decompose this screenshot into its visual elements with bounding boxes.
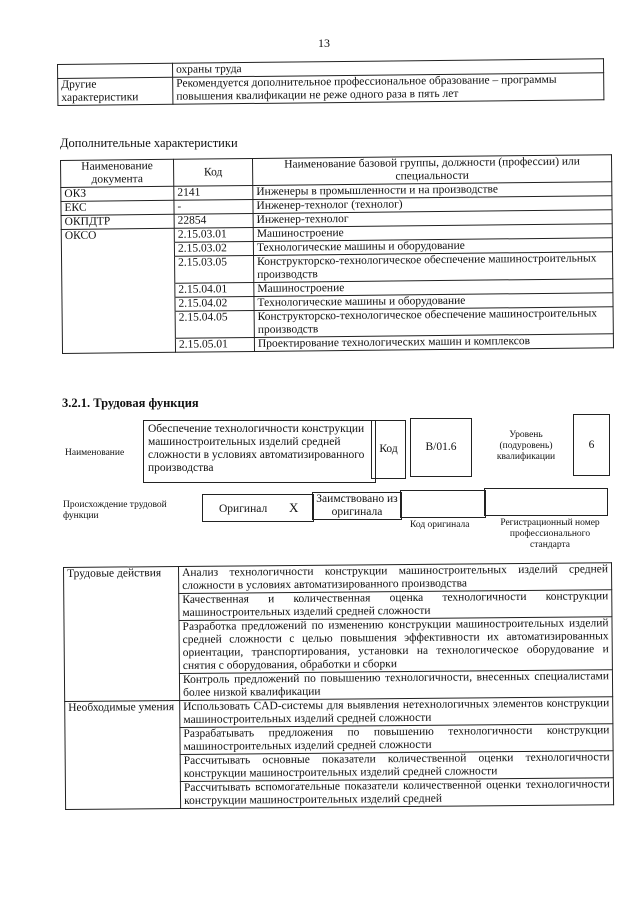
table-cell-code: -: [174, 199, 253, 214]
table-cell-label: [58, 63, 173, 78]
table-cell-name: Технологические машины и оборудование: [253, 238, 612, 256]
table-cell-doc: ОКЗ: [61, 186, 174, 201]
level-label: Уровень (подуровень) квалификации: [496, 430, 556, 462]
table-cell-value: охраны труда: [172, 59, 603, 78]
actions-label: Трудовые действия: [64, 566, 180, 701]
table-cell-code: 2.15.03.05: [175, 255, 254, 283]
function-code-label: Код: [371, 420, 406, 479]
table-cell-doc: ОКПДТР: [61, 214, 174, 229]
origin-code-box: [400, 490, 486, 518]
table-cell-code: 2.15.05.01: [175, 337, 254, 352]
origin-mark: X: [289, 500, 299, 515]
table-cell-doc: [61, 242, 174, 257]
table-cell-item: Рассчитывать основные показатели количественной оценки технологичности конструкции машиностроительных изделий средней сложности: [180, 751, 613, 782]
table-cell-item: Качественная и количественная оценка технологичности конструкции машиностроительных изделий средней сложности: [179, 590, 612, 621]
table-cell-name: Проектирование технологических машин и комплексов: [254, 334, 613, 352]
table-cell-value: Рекомендуется дополнительное профессиональное образование – программы повышения квалификации не реже одного раза в пять лет: [173, 73, 604, 105]
origin-reg-box: [484, 488, 608, 516]
table-cell-code: 22854: [174, 213, 253, 228]
header-name: Наименование базовой группы, должности (профессии) или специальности: [252, 155, 611, 186]
table-cell-code: 2.15.04.05: [175, 310, 254, 338]
table-cell-code: 2141: [174, 185, 253, 200]
header-code: Код: [173, 158, 252, 186]
table-cell-name: Машиностроение: [253, 224, 612, 242]
table-cell-doc: [62, 338, 175, 353]
table-cell-code: 2.15.04.02: [175, 296, 254, 311]
table-cell-name: Конструкторско-технологическое обеспечение машиностроительных производств: [254, 252, 613, 283]
origin-code-caption: Код оригинала: [410, 520, 470, 530]
other-characteristics-table: [57, 58, 604, 106]
origin-borrowed-label: Заимствовано из оригинала: [312, 492, 402, 520]
function-name-value: Обеспечение технологичности конструкции машиностроительных изделий средней сложности в условиях автоматизированного производства: [143, 420, 376, 483]
function-name-label: Наименование: [65, 448, 125, 458]
table-cell-doc: [62, 297, 175, 312]
origin-original-cell: [202, 494, 314, 522]
table-cell-code: 2.15.04.01: [175, 282, 254, 297]
table-cell-name: Технологические машины и оборудование: [254, 293, 613, 311]
origin-label: Происхождение трудовой функции: [63, 500, 167, 521]
table-cell-doc: ОКСО: [61, 228, 174, 243]
table-cell-item: Анализ технологичности конструкции машиностроительных изделий средней сложности в условиях автоматизированного производства: [178, 563, 611, 594]
table-cell-code: 2.15.03.01: [174, 227, 253, 242]
table-cell-item: Использовать CAD-системы для выявления нетехнологичных элементов конструкции машиностроительных изделий средней сложности: [180, 697, 613, 728]
table-cell-name: Инженер-технолог (технолог): [253, 196, 612, 214]
table-cell-doc: [62, 256, 175, 284]
table-cell-item: Контроль предложений по повышению технологичности, внесенных специалистами более низкой квалификации: [179, 670, 612, 701]
additional-characteristics-table: [60, 154, 614, 354]
function-code-value: B/01.6: [410, 418, 472, 477]
table-cell-name: Конструкторско-технологическое обеспечение машиностроительных производств: [254, 307, 613, 338]
labor-actions-table: [63, 562, 614, 810]
table-cell-doc: [62, 311, 175, 339]
table-cell-name: Инженер-технолог: [253, 210, 612, 228]
additional-characteristics-title: Дополнительные характеристики: [60, 136, 238, 150]
section-title: 3.2.1. Трудовая функция: [62, 396, 199, 410]
page-number: 13: [318, 36, 330, 50]
table-cell-doc: [62, 283, 175, 298]
header-document: Наименование документа: [61, 159, 174, 187]
skills-label: Необходимые умения: [65, 700, 181, 809]
table-cell-item: Разрабатывать предложения по повышению технологичности конструкции машиностроительных изделий средней сложности: [180, 724, 613, 755]
table-cell-item: Разработка предложений по изменению конструкции машиностроительных изделий средней сложности с целью повышения эффективности их автоматизированных ориентации, транспортирования, установки на технологическое оборудование и снятия с оборудования, обработки и сборки: [179, 617, 612, 674]
table-cell-doc: ЕКС: [61, 200, 174, 215]
origin-original-label: Оригинал: [219, 503, 268, 515]
table-cell-label: Другие характеристики: [58, 77, 173, 105]
origin-reg-caption: Регистрационный номер профессионального стандарта: [500, 518, 600, 550]
table-cell-name: Инженеры в промышленности и на производстве: [253, 182, 612, 200]
level-value: 6: [573, 414, 610, 476]
table-cell-code: 2.15.03.02: [174, 241, 253, 256]
table-cell-item: Рассчитывать вспомогательные показатели количественной оценки технологичности конструкции машиностроительных изделий средней: [180, 778, 613, 809]
table-cell-name: Машиностроение: [254, 279, 613, 297]
